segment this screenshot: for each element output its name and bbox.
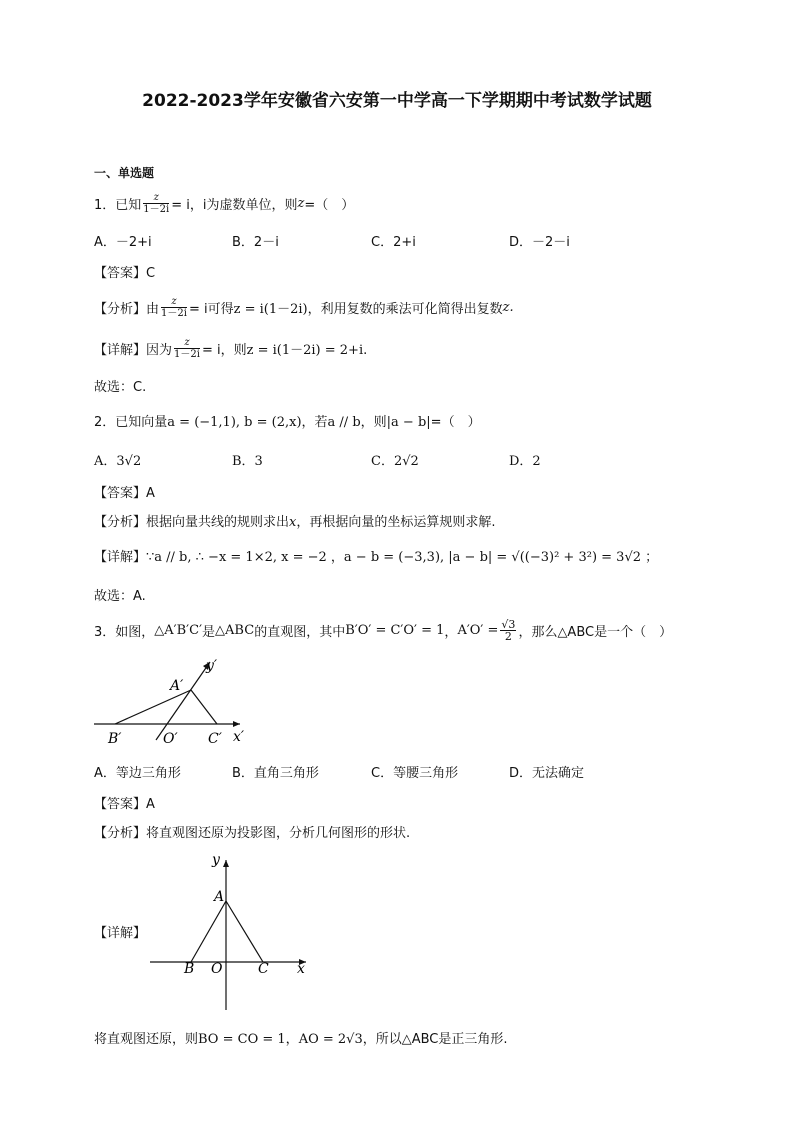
side-ab: [191, 901, 226, 962]
q1-answer: [94, 262, 155, 281]
label-o: O′: [163, 731, 178, 747]
q3-prefix: 3．如图，: [94, 624, 155, 640]
q3-final-eq2: AO = 2√3: [298, 1032, 363, 1047]
q1-detail-frac-den: 1－2i: [174, 348, 200, 360]
q2-abs: |a − b|: [386, 415, 431, 430]
page-title: 2022-2023学年安徽省六安第一中学高一下学期期中考试数学试题: [142, 91, 652, 111]
q1-prefix: 1．已知: [94, 197, 142, 213]
q3-mid2: 的直观图，其中: [254, 624, 346, 640]
q2-option-d: D．2: [509, 454, 541, 469]
q3-triangle1: △A′B′C′: [154, 622, 203, 638]
q3-end: ，那么△ABC是一个（ ）: [518, 624, 673, 640]
label-y: y′: [206, 658, 218, 674]
q1-frac-den: 1－2i: [143, 203, 170, 215]
q3-option-a: A．等边三角形: [94, 766, 181, 781]
label-x: x′: [233, 729, 245, 745]
question-1-stem: [94, 188, 354, 218]
q1-analysis-frac-den: 1－2i: [161, 307, 187, 319]
q2-choose: 故选：A.: [94, 589, 146, 604]
q2-parallel: a // b: [327, 415, 361, 430]
q1-detail-mid: = i，则: [201, 342, 247, 358]
answer-tag: 【答案】: [94, 797, 147, 812]
q3-detail-tag: 【详解】: [94, 926, 147, 941]
q2-analysis-post: ，再根据向量的坐标运算规则求解.: [296, 515, 496, 530]
q3-final-mid: ，: [285, 1032, 299, 1047]
q1-detail-pre: 因为: [146, 342, 173, 358]
q3-analysis: [94, 822, 410, 841]
analysis-tag: 【分析】: [94, 826, 147, 841]
q1-analysis-end: z.: [502, 299, 514, 315]
detail-tag: 【详解】: [94, 342, 147, 358]
q3-option-c: C．等腰三角形: [371, 766, 459, 781]
label-c: C: [258, 961, 269, 977]
q2-analysis: [94, 511, 496, 530]
analysis-tag: 【分析】: [94, 515, 147, 530]
label-b: B: [184, 961, 195, 977]
question-3-stem: [94, 614, 672, 646]
q2-analysis-text: 根据向量共线的规则求出: [146, 515, 290, 530]
label-c: C′: [208, 731, 222, 747]
q1-analysis-fraction: [161, 296, 187, 319]
q2-option-a: A．3√2: [94, 454, 142, 469]
q1-answer-value: C: [146, 266, 156, 281]
q3-fraction: [500, 619, 516, 642]
q2-answer: [94, 482, 155, 501]
x-axis-arrow: [233, 721, 240, 727]
side-ac: [191, 690, 217, 724]
label-o: O: [211, 961, 223, 977]
q1-frac-num: z: [143, 192, 169, 204]
q2-mid: ，若: [301, 415, 328, 430]
y-axis-line: [156, 662, 210, 740]
q1-option-a: A．－2+i: [94, 235, 152, 250]
q2-detail: [94, 546, 658, 565]
q1-detail-fraction: [174, 337, 200, 360]
answer-tag: 【答案】: [94, 486, 147, 501]
q3-triangle2: △ABC: [215, 622, 255, 638]
q1-end: =（ ）: [304, 197, 355, 213]
q3-final: [94, 1028, 508, 1047]
q2-option-c: C．2√2: [371, 454, 419, 469]
q1-analysis-mid: = i可得: [188, 301, 234, 317]
q1-analysis-pre: 由: [146, 301, 160, 317]
q3-answer-value: A: [146, 797, 155, 812]
q2-answer-value: A: [146, 486, 155, 501]
oblique-figure: [90, 652, 260, 752]
label-a: A′: [170, 678, 184, 694]
answer-tag: 【答案】: [94, 266, 147, 281]
q2-end: =（ ）: [430, 415, 481, 430]
q3-option-d: D．无法确定: [509, 766, 585, 781]
q3-final-end: ，所以△ABC是正三角形.: [362, 1032, 508, 1047]
analysis-tag: 【分析】: [94, 301, 147, 317]
q1-detail-expr: z = i(1－2i) = 2+i.: [246, 342, 368, 358]
q1-fraction: [143, 192, 169, 215]
q1-detail-frac-num: z: [174, 337, 200, 349]
q1-option-d: D．－2－i: [509, 235, 570, 250]
question-2-stem: [94, 411, 481, 430]
q1-analysis-expr: z = i(1－2i): [233, 301, 308, 317]
q1-analysis-post: ，利用复数的乘法可化简得出复数: [307, 301, 503, 317]
q2-vectors: a = (−1,1), b = (2,x): [167, 415, 302, 430]
q3-final-pre: 将直观图还原，则: [94, 1032, 199, 1047]
q2-option-b: B．3: [232, 454, 263, 469]
detail-tag: 【详解】: [94, 550, 147, 565]
q3-frac-den: 2: [504, 629, 512, 643]
q3-frac-num: √3: [501, 617, 516, 631]
restored-figure: [146, 846, 316, 1014]
q1-var: z: [297, 195, 305, 211]
side-ab: [115, 690, 191, 724]
label-a: A: [214, 889, 225, 905]
q1-option-b: B．2－i: [232, 235, 279, 250]
q1-option-c: C．2+i: [371, 235, 416, 250]
q3-eq1: B′O′ = C′O′ = 1: [345, 622, 445, 638]
q3-eq2: A′O′ =: [457, 622, 499, 638]
q1-analysis-frac-num: z: [161, 296, 187, 308]
q2-detail-expr: ∵a // b, ∴ −x = 1×2, x = −2 ，a − b = (−3,3), |a − b| = √((−3)² + 3²) = 3√2 ；: [146, 550, 659, 565]
q3-answer: [94, 793, 155, 812]
label-x: x: [297, 961, 305, 977]
q2-mid2: ，则: [360, 415, 387, 430]
q3-analysis-text: 将直观图还原为投影图，分析几何图形的形状.: [146, 826, 411, 841]
q3-option-b: B．直角三角形: [232, 766, 319, 781]
q1-analysis: [94, 292, 514, 322]
label-b: B′: [108, 731, 122, 747]
side-ac: [226, 901, 263, 962]
q3-comma: ，: [444, 624, 458, 640]
label-y: y: [212, 852, 220, 868]
q3-final-eq: BO = CO = 1: [198, 1032, 286, 1047]
q1-detail: [94, 333, 367, 363]
y-axis-arrow: [223, 860, 229, 867]
q2-prefix: 2．已知向量: [94, 415, 168, 430]
q3-mid: 是: [202, 624, 216, 640]
q1-choose: 故选：C.: [94, 380, 147, 395]
q1-text: = i，i为虚数单位，则: [171, 197, 298, 213]
q2-analysis-var: x: [289, 515, 297, 530]
section-heading: 一、单选题: [94, 166, 155, 180]
